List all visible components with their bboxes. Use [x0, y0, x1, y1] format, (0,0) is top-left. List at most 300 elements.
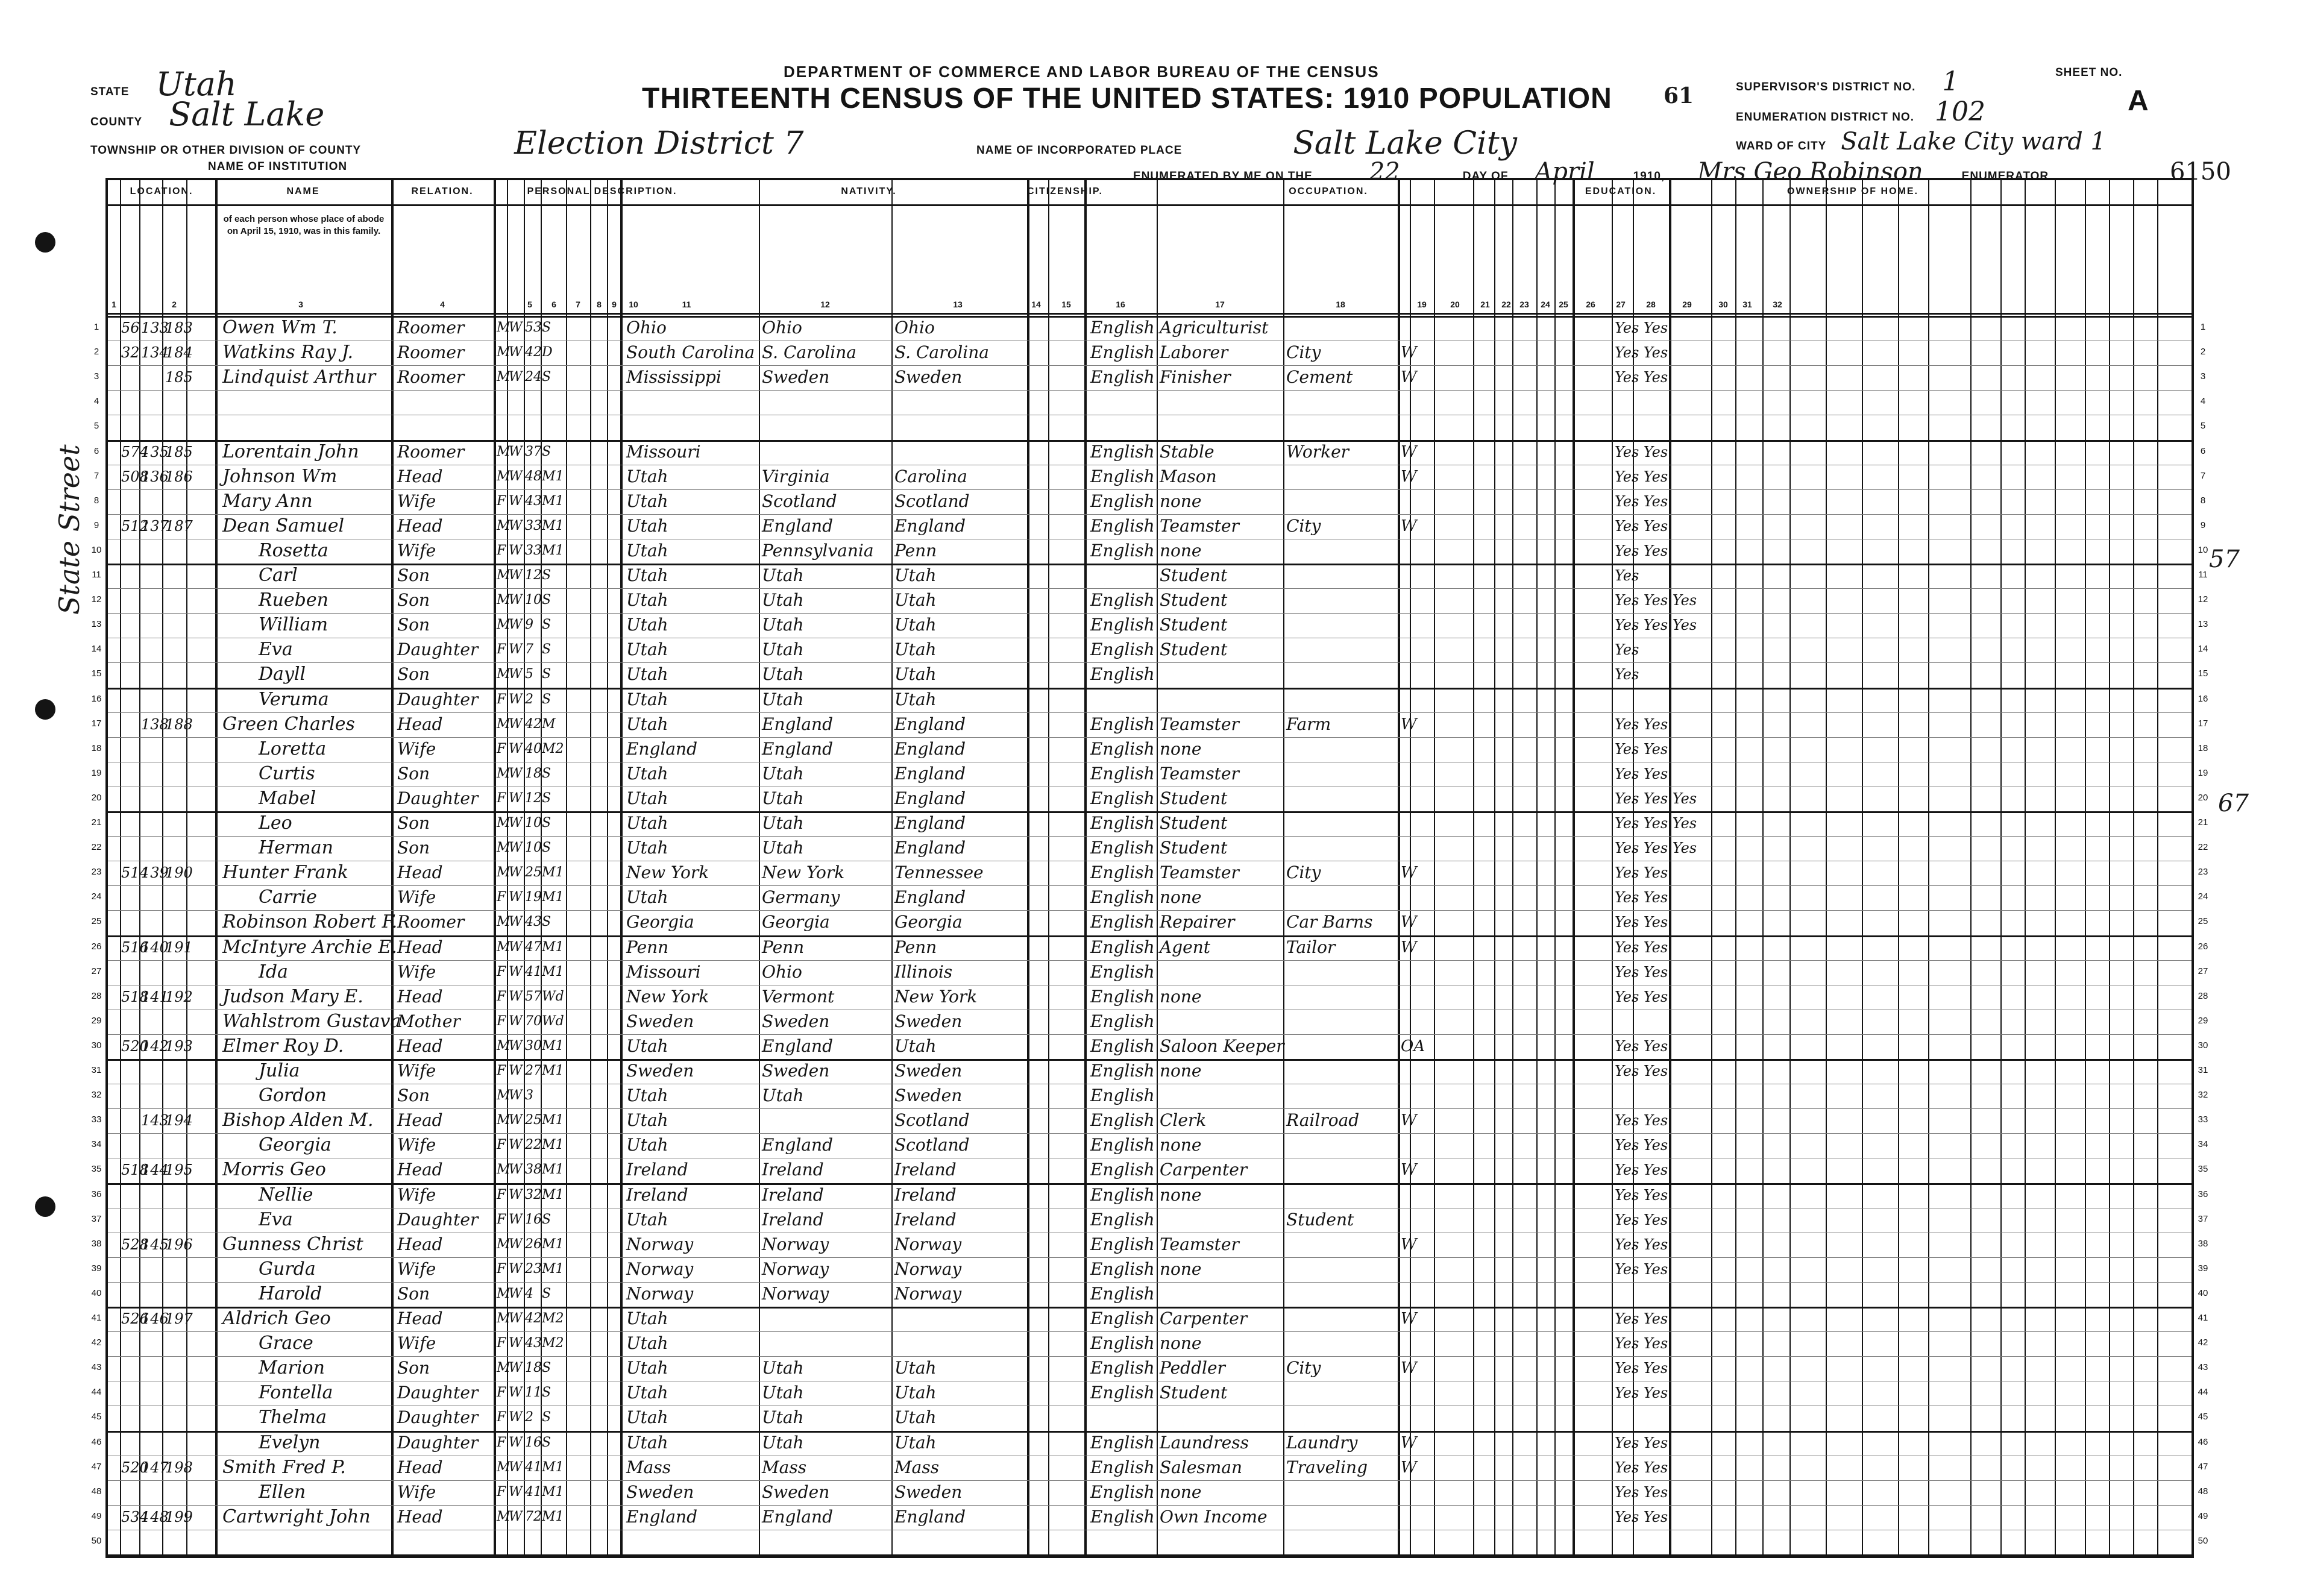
cell-born: Utah	[626, 1209, 668, 1230]
cell-lang: English	[1090, 441, 1155, 462]
cell-fam: 198	[165, 1459, 193, 1476]
column-number: 13	[953, 300, 963, 309]
cell-age: 16	[525, 1434, 542, 1450]
binder-hole	[35, 699, 55, 720]
cell-ms: S	[542, 815, 551, 831]
cell-sex: M	[497, 369, 511, 385]
cell-lang: English	[1090, 1481, 1155, 1502]
cell-trade: none	[1160, 986, 1202, 1007]
cell-ed: Yes Yes	[1615, 468, 1668, 485]
cell-sex: M	[497, 1236, 511, 1252]
column-number: 30	[1718, 300, 1728, 309]
cell-mborn: Georgia	[894, 912, 963, 932]
cell-name: Ida	[259, 961, 288, 982]
cell-age: 43	[525, 493, 542, 509]
row-number: 15	[2198, 668, 2208, 679]
cell-age: 41	[525, 1484, 542, 1500]
cell-ed: Yes Yes	[1615, 1459, 1668, 1476]
column-number: 23	[1519, 300, 1529, 309]
cell-race: W	[509, 1385, 523, 1401]
cell-mborn: England	[894, 1506, 966, 1527]
cell-rel: Wife	[397, 1258, 436, 1279]
cell-fborn: Ireland	[762, 1209, 824, 1230]
cell-fborn: England	[762, 714, 834, 734]
cell-rel: Head	[397, 1110, 443, 1131]
cell-name: Rueben	[259, 589, 328, 611]
cell-trade: Saloon Keeper	[1160, 1035, 1284, 1056]
cell-ms: S	[542, 592, 551, 608]
cell-ms: S	[542, 667, 551, 682]
cell-sex: F	[497, 964, 506, 979]
cell-ed: Yes Yes	[1615, 1137, 1668, 1154]
column-rule	[1898, 180, 1899, 1556]
row-number: 7	[93, 470, 99, 481]
cell-sex: F	[497, 493, 506, 509]
cell-house: 518	[121, 1161, 149, 1179]
row-number: 5	[93, 421, 99, 432]
cell-name: Curtis	[259, 762, 315, 784]
cell-race: W	[509, 542, 523, 558]
cell-ind: City	[1286, 1358, 1321, 1378]
cell-emp: W	[1401, 913, 1417, 932]
cell-mborn: Carolina	[894, 466, 967, 486]
cell-fam: 188	[165, 715, 193, 733]
cell-name: Rosetta	[259, 539, 328, 561]
cell-race: W	[509, 1410, 523, 1425]
cell-age: 11	[525, 1385, 542, 1401]
cell-born: Utah	[626, 466, 668, 486]
cell-lang: English	[1090, 1283, 1155, 1304]
cell-ms: S	[542, 642, 551, 658]
cell-born: Utah	[626, 1035, 668, 1056]
incorporated-place-field: NAME OF INCORPORATED PLACE Salt Lake City	[976, 125, 1517, 162]
cell-rel: Head	[397, 515, 443, 536]
cell-born: Norway	[626, 1234, 694, 1254]
cell-rel: Son	[397, 664, 430, 685]
row-rule	[108, 1554, 2192, 1556]
cell-rel: Head	[397, 937, 443, 957]
cell-trade: Student	[1160, 813, 1228, 833]
cell-lang: English	[1090, 1160, 1155, 1180]
row-number: 8	[2200, 495, 2206, 506]
row-number: 23	[2198, 867, 2208, 878]
column-group-header: CITIZENSHIP.	[1027, 186, 1103, 196]
cell-born: Utah	[626, 1333, 668, 1354]
cell-name: Robinson Robert F.	[222, 911, 398, 933]
cell-born: Utah	[626, 1407, 668, 1428]
column-group-header: PERSONAL DESCRIPTION.	[527, 186, 677, 196]
cell-mborn: England	[894, 838, 966, 858]
cell-ind: City	[1286, 515, 1321, 536]
cell-born: Utah	[626, 887, 668, 908]
cell-ed: Yes Yes	[1615, 740, 1668, 758]
column-rule	[1554, 180, 1556, 1556]
cell-fborn: Norway	[762, 1258, 829, 1279]
cell-house: 534	[121, 1508, 149, 1525]
cell-ms: S	[542, 1385, 551, 1401]
cell-mborn: Ireland	[894, 1184, 957, 1205]
cell-sex: M	[497, 617, 511, 633]
row-number: 22	[91, 842, 102, 853]
cell-lang: English	[1090, 367, 1155, 388]
cell-mborn: Norway	[894, 1234, 962, 1254]
cell-emp: W	[1401, 442, 1417, 461]
cell-ed: Yes Yes	[1615, 1236, 1668, 1253]
cell-ms: M1	[542, 468, 564, 484]
cell-fborn: Utah	[762, 1432, 804, 1453]
cell-name: Julia	[259, 1060, 300, 1081]
cell-age: 23	[525, 1261, 542, 1277]
row-number: 31	[2198, 1065, 2208, 1075]
cell-ed: Yes Yes	[1615, 1335, 1668, 1353]
cell-trade: Student	[1160, 615, 1228, 635]
cell-lang: English	[1090, 590, 1155, 611]
cell-rel: Head	[397, 986, 443, 1007]
cell-sex: M	[497, 765, 511, 781]
cell-house: 574	[121, 443, 149, 460]
cell-ms: S	[542, 1410, 551, 1425]
cell-emp: W	[1401, 1111, 1417, 1130]
row-number: 17	[91, 718, 102, 729]
cell-age: 48	[525, 468, 542, 484]
cell-house: 56	[121, 319, 140, 336]
header-rule	[108, 204, 2192, 206]
cell-race: W	[509, 1261, 523, 1277]
cell-fborn: Sweden	[762, 1481, 830, 1502]
binder-hole	[35, 232, 55, 253]
cell-ms: S	[542, 568, 551, 583]
cell-rel: Wife	[397, 491, 436, 511]
cell-mborn: Sweden	[894, 367, 963, 388]
row-number: 6	[93, 445, 99, 456]
row-number: 41	[2198, 1313, 2208, 1323]
cell-fborn: Utah	[762, 1085, 804, 1106]
cell-name: Lindquist Arthur	[222, 366, 376, 388]
sheet-number-field: SHEET NO.	[2055, 66, 2123, 79]
cell-ed: Yes Yes	[1615, 542, 1668, 559]
cell-ms: S	[542, 765, 551, 781]
cell-fam: 191	[165, 938, 193, 956]
column-rule	[1494, 180, 1495, 1556]
cell-race: W	[509, 1336, 523, 1351]
cell-sex: F	[497, 1063, 506, 1078]
cell-race: W	[509, 1038, 523, 1054]
cell-age: 10	[525, 840, 542, 856]
cell-name: Harold	[259, 1283, 322, 1304]
cell-fborn: England	[762, 515, 834, 536]
cell-house: 518	[121, 988, 149, 1005]
cell-fborn: Germany	[762, 887, 840, 908]
row-number: 4	[2200, 396, 2206, 407]
cell-fborn: Ohio	[762, 961, 802, 982]
cell-sex: F	[497, 1484, 506, 1500]
cell-lang: English	[1090, 515, 1155, 536]
cell-mborn: Scotland	[894, 1135, 970, 1155]
cell-name: Bishop Alden M.	[222, 1110, 374, 1131]
cell-sex: M	[497, 840, 511, 856]
cell-mborn: Ohio	[894, 318, 935, 338]
cell-ms: S	[542, 1360, 551, 1376]
cell-lang: English	[1090, 639, 1155, 660]
cell-age: 53	[525, 320, 542, 335]
cell-ed: Yes Yes	[1615, 517, 1668, 535]
column-rule	[1283, 180, 1284, 1556]
column-number: 5	[527, 300, 532, 309]
column-number: 11	[682, 300, 691, 309]
cell-age: 33	[525, 518, 542, 533]
cell-trade: Student	[1160, 639, 1228, 660]
cell-age: 3	[525, 1088, 533, 1104]
row-number: 42	[2198, 1337, 2208, 1348]
cell-ed: Yes Yes Yes	[1615, 815, 1697, 832]
cell-ed: Yes Yes	[1615, 864, 1668, 882]
column-number: 3	[298, 300, 303, 309]
cell-fborn: Utah	[762, 813, 804, 833]
row-number: 26	[2198, 941, 2208, 952]
cell-fborn: Sweden	[762, 1011, 830, 1031]
cell-emp: W	[1401, 1310, 1417, 1328]
cell-born: Norway	[626, 1258, 694, 1279]
cell-sex: M	[497, 345, 511, 360]
row-number: 43	[91, 1362, 102, 1373]
cell-rel: Wife	[397, 961, 436, 982]
cell-emp: W	[1401, 864, 1417, 882]
row-number: 15	[91, 668, 102, 679]
column-rule	[1711, 180, 1712, 1556]
cell-fam: 194	[165, 1112, 193, 1129]
cell-ind: Worker	[1286, 441, 1350, 462]
row-number: 36	[91, 1189, 102, 1199]
cell-name: Herman	[259, 837, 333, 859]
cell-race: W	[509, 691, 523, 707]
cell-rel: Daughter	[397, 788, 479, 808]
cell-mborn: Sweden	[894, 1061, 963, 1081]
cell-ms: S	[542, 914, 551, 930]
cell-dwell: 147	[141, 1459, 169, 1476]
cell-fborn: Ireland	[762, 1184, 824, 1205]
cell-age: 37	[525, 444, 542, 459]
cell-name: Green Charles	[222, 713, 355, 735]
cell-rel: Wife	[397, 1333, 436, 1354]
cell-house: 32	[121, 344, 140, 362]
cell-fborn: Utah	[762, 664, 804, 685]
column-number: 19	[1417, 300, 1427, 309]
column-rule	[1612, 180, 1613, 1556]
cell-rel: Head	[397, 714, 443, 734]
cell-race: W	[509, 1211, 523, 1227]
cell-name: Grace	[259, 1333, 313, 1354]
cell-name: Veruma	[259, 688, 329, 710]
cell-rel: Head	[397, 1309, 443, 1328]
cell-age: 19	[525, 890, 542, 905]
cell-trade: Student	[1160, 1383, 1228, 1403]
cell-rel: Son	[397, 838, 430, 858]
cell-name: Watkins Ray J.	[222, 342, 354, 363]
cell-name: Thelma	[259, 1407, 327, 1428]
cell-emp: W	[1401, 517, 1417, 535]
cell-ms: M2	[542, 1336, 564, 1351]
cell-emp: W	[1401, 1359, 1417, 1378]
row-number: 35	[91, 1164, 102, 1175]
cell-ed: Yes Yes	[1615, 988, 1668, 1005]
cell-trade: none	[1160, 1333, 1202, 1354]
county-field: COUNTY Salt Lake	[90, 95, 325, 133]
cell-mborn: Utah	[894, 664, 937, 685]
cell-mborn: Utah	[894, 1035, 937, 1056]
cell-ms: S	[542, 691, 551, 707]
cell-ed: Yes Yes	[1615, 344, 1668, 362]
column-group-header: NAME	[286, 186, 320, 196]
cell-born: Sweden	[626, 1061, 694, 1081]
cell-race: W	[509, 1311, 523, 1326]
cell-fborn: Utah	[762, 590, 804, 611]
cell-lang: English	[1090, 937, 1155, 957]
row-number: 32	[2198, 1090, 2208, 1101]
cell-trade: none	[1160, 540, 1202, 561]
cell-house: 514	[121, 864, 149, 882]
cell-sex: M	[497, 716, 511, 732]
column-number: 17	[1215, 300, 1225, 309]
column-number: 32	[1773, 300, 1782, 309]
cell-age: 2	[525, 1410, 533, 1425]
column-number: 7	[576, 300, 580, 309]
row-number: 12	[91, 594, 102, 605]
row-number: 31	[91, 1065, 102, 1075]
cell-born: Missouri	[626, 961, 701, 982]
cell-ms: Wd	[542, 1013, 564, 1029]
cell-fborn: Vermont	[762, 986, 835, 1007]
cell-ed: Yes Yes	[1615, 715, 1668, 733]
column-rule	[1536, 180, 1538, 1556]
cell-name: Aldrich Geo	[222, 1308, 331, 1329]
cell-born: Utah	[626, 1383, 668, 1403]
cell-lang: English	[1090, 1061, 1155, 1081]
column-rule	[1157, 180, 1158, 1556]
cell-lang: English	[1090, 862, 1155, 883]
cell-name: Fontella	[259, 1382, 333, 1404]
cell-rel: Head	[397, 466, 443, 486]
column-rule	[215, 180, 218, 1556]
cell-ms: M1	[542, 939, 564, 955]
cell-ed: Yes Yes Yes	[1615, 592, 1697, 609]
column-rule	[1084, 180, 1087, 1556]
cell-name: Johnson Wm	[222, 465, 338, 487]
column-rule	[891, 180, 893, 1556]
cell-trade: Student	[1160, 565, 1228, 585]
row-number: 47	[2198, 1461, 2208, 1472]
cell-sex: M	[497, 518, 511, 533]
cell-sex: M	[497, 1509, 511, 1524]
column-rule	[1826, 180, 1827, 1556]
column-rule	[590, 180, 591, 1556]
cell-fam: 184	[165, 344, 193, 362]
cell-rel: Son	[397, 1085, 430, 1106]
row-number: 29	[91, 1015, 102, 1026]
cell-sex: F	[497, 790, 506, 806]
column-number: 9	[612, 300, 617, 309]
cell-race: W	[509, 716, 523, 732]
cell-trade: none	[1160, 1061, 1202, 1081]
cell-trade: none	[1160, 887, 1202, 908]
row-number: 26	[91, 941, 102, 952]
cell-dwell: 146	[141, 1310, 169, 1327]
column-rule	[2133, 180, 2134, 1556]
column-number: 4	[440, 300, 445, 309]
cell-lang: English	[1090, 1457, 1155, 1477]
row-number: 9	[2200, 520, 2206, 530]
row-number: 22	[2198, 842, 2208, 853]
row-number: 21	[2198, 817, 2208, 828]
cell-sex: F	[497, 1013, 506, 1029]
cell-sex: M	[497, 1162, 511, 1178]
cell-sex: M	[497, 1360, 511, 1376]
cell-rel: Wife	[397, 1184, 436, 1205]
cell-trade: Student	[1160, 838, 1228, 858]
cell-race: W	[509, 1360, 523, 1376]
cell-lang: English	[1090, 1432, 1155, 1453]
cell-fam: 193	[165, 1037, 193, 1055]
cell-race: W	[509, 1113, 523, 1128]
row-number: 17	[2198, 718, 2208, 729]
cell-trade: Teamster	[1160, 763, 1239, 784]
row-number: 49	[91, 1510, 102, 1521]
cell-lang: English	[1090, 1135, 1155, 1155]
cell-born: Sweden	[626, 1011, 694, 1031]
cell-age: 9	[525, 617, 533, 633]
cell-born: Utah	[626, 615, 668, 635]
cell-name: Gunness Christ	[222, 1233, 363, 1255]
cell-fborn: England	[762, 1035, 834, 1056]
column-rule	[494, 180, 496, 1556]
column-rule	[759, 180, 760, 1556]
cell-fborn: Utah	[762, 1407, 804, 1428]
ward-field: WARD OF CITY Salt Lake City ward 1	[1736, 128, 2106, 156]
cell-mborn: Ireland	[894, 1160, 957, 1180]
row-number: 30	[2198, 1040, 2208, 1051]
row-number: 14	[2198, 644, 2208, 655]
cell-fam: 196	[165, 1236, 193, 1253]
cell-trade: Salesman	[1160, 1457, 1243, 1477]
cell-lang: English	[1090, 1110, 1155, 1131]
page-title: THIRTEENTH CENSUS OF THE UNITED STATES: 1910 POPULATION	[642, 83, 1612, 115]
row-number: 18	[91, 743, 102, 753]
column-number: 15	[1061, 300, 1071, 309]
cell-lang: English	[1090, 615, 1155, 635]
cell-born: Utah	[626, 763, 668, 784]
cell-rel: Son	[397, 763, 430, 784]
cell-rel: Roomer	[397, 912, 465, 932]
cell-ed: Yes Yes	[1615, 1434, 1668, 1451]
cell-age: 42	[525, 345, 542, 360]
cell-age: 5	[525, 667, 533, 682]
cell-ind: Traveling	[1286, 1457, 1368, 1477]
cell-dwell: 142	[141, 1037, 169, 1055]
cell-rel: Wife	[397, 1481, 436, 1502]
cell-sex: M	[497, 1088, 511, 1104]
cell-sex: F	[497, 890, 506, 905]
cell-sex: F	[497, 741, 506, 756]
cell-born: Ohio	[626, 318, 667, 338]
cell-mborn: Utah	[894, 615, 937, 635]
cell-ms: S	[542, 1286, 551, 1301]
enumeration-district-field: ENUMERATION DISTRICT NO. 102	[1736, 96, 1985, 127]
cell-fborn: Utah	[762, 689, 804, 709]
row-number: 6	[2200, 445, 2206, 456]
cell-trade: Mason	[1160, 466, 1217, 486]
column-rule	[1789, 180, 1791, 1556]
cell-age: 47	[525, 939, 542, 955]
cell-ms: M2	[542, 741, 564, 756]
